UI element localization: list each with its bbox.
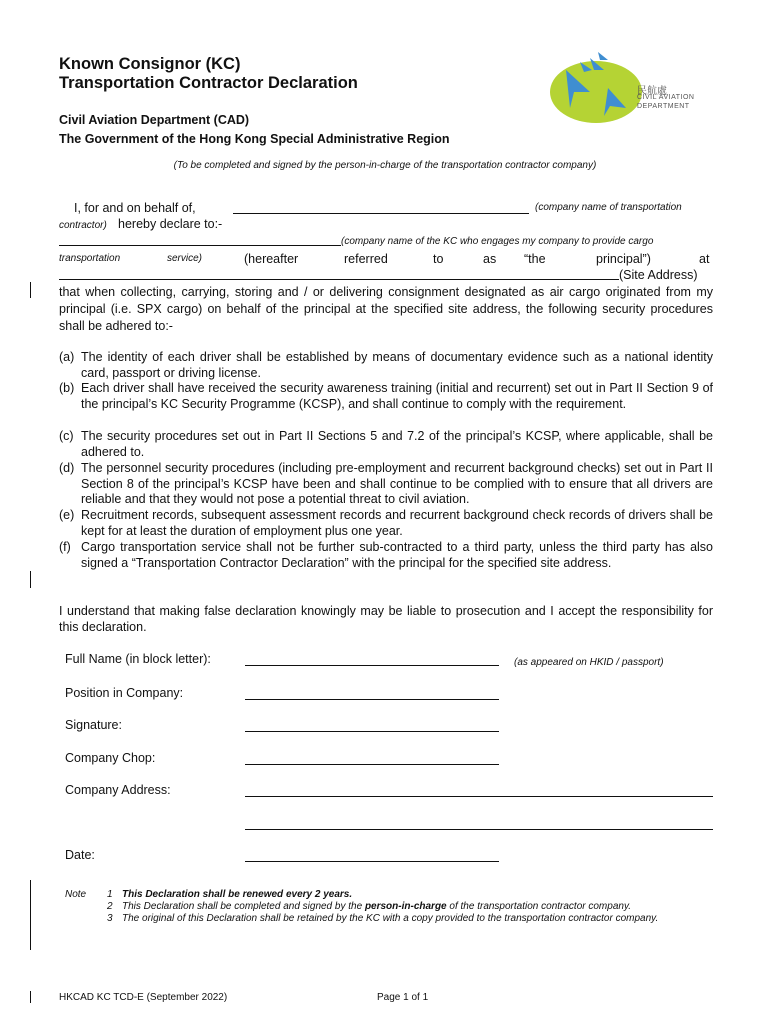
list-item xyxy=(59,429,713,460)
signature-field[interactable] xyxy=(245,731,499,732)
item-label: (d) xyxy=(59,461,75,475)
item-label: (e) xyxy=(59,508,75,522)
as-word: as xyxy=(483,252,497,266)
signature-label: Signature: xyxy=(65,718,122,732)
list-item xyxy=(59,350,713,381)
service-word: service) xyxy=(167,253,203,264)
margin-bar xyxy=(30,991,31,1003)
item-text: The security procedures set out in Part II Sections 5 and 7.2 of the principal’s KCSP, where applicable, shall be adhered to. xyxy=(81,429,713,459)
note-text xyxy=(122,901,631,913)
full-name-field[interactable] xyxy=(245,665,499,666)
company-chop-field[interactable] xyxy=(245,764,499,765)
kc-name-line xyxy=(59,245,341,246)
instruction-text: (To be completed and signed by the person-in-charge of the transportation contractor company) xyxy=(173,160,597,171)
to-word: to xyxy=(433,252,444,266)
intro-text: I, for and on behalf of, xyxy=(74,201,196,215)
position-field[interactable] xyxy=(245,699,499,700)
note-number: 1 xyxy=(107,889,113,900)
position-label: Position in Company: xyxy=(65,686,184,700)
note-text: The original of this Declaration shall be retained by the KC with a copy provided to the transportation contractor company. xyxy=(122,913,659,924)
logo-chinese: 民航處 xyxy=(637,86,667,97)
company-chop-label: Company Chop: xyxy=(65,751,156,765)
logo-line-2: DEPARTMENT xyxy=(637,103,690,110)
referred-word: referred xyxy=(344,252,388,266)
list-item xyxy=(59,381,713,412)
declare-text: hereby declare to:- xyxy=(118,217,223,231)
company-hint: (company name of transportation xyxy=(535,202,682,213)
site-address-line xyxy=(59,279,619,280)
margin-bar xyxy=(30,571,31,588)
the-word: “the xyxy=(524,252,546,266)
list-item xyxy=(59,461,713,508)
cad-logo-graphic xyxy=(548,48,713,123)
note-label: Note xyxy=(65,889,87,900)
list-item xyxy=(59,508,713,539)
full-name-hint: (as appeared on HKID / passport) xyxy=(514,657,664,668)
note-text-part: of the transportation contractor company. xyxy=(449,901,631,912)
site-address-label: (Site Address) xyxy=(619,268,698,282)
department-name: Civil Aviation Department (CAD) xyxy=(59,113,250,127)
hereafter-word: (hereafter xyxy=(244,252,299,266)
item-label: (b) xyxy=(59,381,75,395)
company-address-field-1[interactable] xyxy=(245,796,713,797)
company-address-field-2[interactable] xyxy=(245,829,713,830)
page-title xyxy=(59,55,358,93)
list-item xyxy=(59,540,713,571)
item-text: The identity of each driver shall be established by means of documentary evidence such as a national identity card, passport or driving license. xyxy=(81,350,713,380)
company-address-label: Company Address: xyxy=(65,783,171,797)
note-text-bold: person-in-charge xyxy=(364,901,447,912)
margin-bar xyxy=(30,282,31,298)
company-name-line xyxy=(233,213,529,214)
item-label: (c) xyxy=(59,429,74,443)
government-name: The Government of the Hong Kong Special Administrative Region xyxy=(59,132,450,146)
note-number: 3 xyxy=(107,913,113,924)
page-number: Page 1 of 1 xyxy=(377,992,429,1003)
contractor-word: contractor) xyxy=(59,220,107,231)
item-text: Recruitment records, subsequent assessment records and recurrent background check records of drivers shall be kept for at least the duration of employment plus one year. xyxy=(81,508,713,538)
principal-word: principal”) xyxy=(596,252,651,266)
item-label: (a) xyxy=(59,350,75,364)
item-text: The personnel security procedures (including pre-employment and recurrent background checks) set out in Part II Section 8 of the principal’s KCSP have been and shall continue to be complied with to ensure that all drivers are reliable and that they would not pose a potential threat to civil aviation. xyxy=(81,461,713,506)
note-text-part: This Declaration shall be completed and signed by the xyxy=(122,901,363,912)
date-field[interactable] xyxy=(245,861,499,862)
date-label: Date: xyxy=(65,848,95,862)
kc-hint: (company name of the KC who engages my company to provide cargo xyxy=(341,236,654,247)
title-line-2: Transportation Contractor Declaration xyxy=(59,74,358,92)
at-word: at xyxy=(699,252,710,266)
note-text: This Declaration shall be renewed every 2 years. xyxy=(122,889,353,900)
title-line-1: Known Consignor (KC) xyxy=(59,55,241,73)
item-text: Each driver shall have received the security awareness training (initial and recurrent) set out in Part II Section 9 of the principal’s KC Security Programme (KCSP), and shall continue to comply with the requirement. xyxy=(81,381,713,411)
note-number: 2 xyxy=(107,901,113,912)
cad-logo xyxy=(548,48,713,123)
understand-paragraph: I understand that making false declaration knowingly may be liable to prosecution and I accept the responsibility for this declaration. xyxy=(59,604,713,634)
transportation-word: transportation xyxy=(59,253,121,264)
form-code: HKCAD KC TCD-E (September 2022) xyxy=(59,992,228,1003)
item-text: Cargo transportation service shall not be further sub-contracted to a third party, unless the third party has also signed a “Transportation Contractor Declaration” with the principal for the specified site address. xyxy=(81,540,713,570)
margin-bar xyxy=(30,880,31,950)
hereafter-line xyxy=(59,251,713,269)
declaration-paragraph: that when collecting, carrying, storing and / or delivering consignment designated as air cargo originated from my principal (i.e. SPX cargo) on behalf of the principal at the specified site address, the following security procedures shall be adhered to:- xyxy=(59,285,713,333)
full-name-label: Full Name (in block letter): xyxy=(65,652,211,666)
logo-line-1: CIVIL AVIATION xyxy=(637,94,695,101)
item-label: (f) xyxy=(59,540,71,554)
